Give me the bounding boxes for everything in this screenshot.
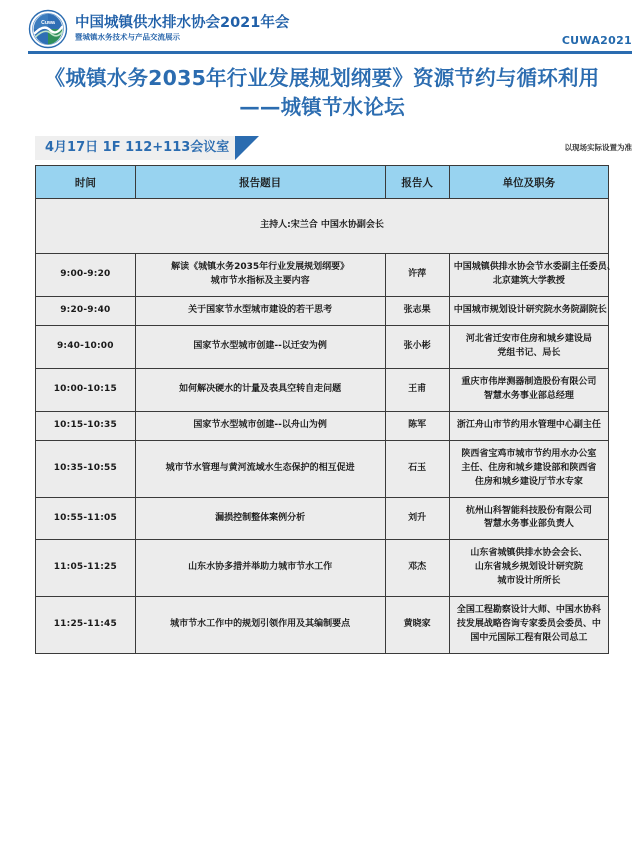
cell-time: 9:20-9:40 [36,297,136,326]
column-header-org: 单位及职务 [449,166,608,199]
cell-title: 国家节水型城市创建--以迁安为例 [135,326,385,369]
cell-title: 如何解决硬水的计量及表具空转自走问题 [135,368,385,411]
cell-speaker: 邓杰 [385,540,449,597]
cuwa-mark: CUWA2021 [561,34,632,47]
brand-subtitle: 暨城镇水务技术与产品交流展示 [75,32,180,42]
host-row [36,199,609,254]
table-row [36,368,609,411]
cell-time: 11:25-11:45 [36,597,136,654]
cell-org: 中国城市规划设计研究院水务院副院长 [449,297,608,326]
table-row [36,497,609,540]
cuwa-logo-icon [28,9,68,49]
table-row [36,540,609,597]
cell-title: 城市节水工作中的规划引领作用及其编制要点 [135,597,385,654]
cell-time: 10:35-10:55 [36,440,136,497]
column-header-speaker: 报告人 [385,166,449,199]
cell-org: 中国城镇供排水协会节水委副主任委员、 北京建筑大学教授 [449,254,608,297]
cell-title: 解读《城镇水务2035年行业发展规划纲要》 城市节水指标及主要内容 [135,254,385,297]
svg-text:Cuwa: Cuwa [41,20,55,26]
brand-block [28,9,289,49]
table-row [36,440,609,497]
cell-title: 关于国家节水型城市建设的若干思考 [135,297,385,326]
session-note: 以现场实际设置为准 [564,143,632,153]
cell-time: 10:00-10:15 [36,368,136,411]
column-header-time: 时间 [36,166,136,199]
table-row [36,254,609,297]
schedule-table [35,165,616,654]
table-row [36,297,609,326]
cell-title: 城市节水管理与黄河流域水生态保护的相互促进 [135,440,385,497]
cell-org: 山东省城镇供排水协会会长、 山东省城乡规划设计研究院 城市设计所所长 [449,540,608,597]
page-title-line-2: ——城镇节水论坛 [239,95,405,120]
cell-title: 国家节水型城市创建--以舟山为例 [135,411,385,440]
cell-time: 9:00-9:20 [36,254,136,297]
page-header [0,0,644,56]
cell-speaker: 张志果 [385,297,449,326]
cell-speaker: 刘升 [385,497,449,540]
cell-org: 杭州山科智能科技股份有限公司 智慧水务事业部负责人 [449,497,608,540]
cell-speaker: 石玉 [385,440,449,497]
cell-org: 陕西省宝鸡市城市节约用水办公室 主任、住房和城乡建设部和陕西省 住房和城乡建设厅节水专家 [449,440,608,497]
page-title-line-1: 《城镇水务2035年行业发展规划纲要》资源节约与循环利用 [44,66,600,90]
cell-speaker: 张小彬 [385,326,449,369]
header-divider [28,51,632,54]
session-bar [35,136,632,160]
column-header-title: 报告题目 [135,166,385,199]
cell-speaker: 陈军 [385,411,449,440]
schedule-table-wrap [35,165,616,654]
cell-org: 河北省迁安市住房和城乡建设局 党组书记、局长 [449,326,608,369]
host-label: 主持人:宋兰合 中国水协副会长 [36,199,609,254]
brand-title: 中国城镇供水排水协会2021年会 [75,15,290,32]
page-title [0,64,644,122]
cell-org: 全国工程勘察设计大师、中国水协科 技发展战略咨询专家委员会委员、中 国中元国际工程有限公司总工 [449,597,608,654]
cell-time: 9:40-10:00 [36,326,136,369]
cell-title: 山东水协多措并举助力城市节水工作 [135,540,385,597]
table-row [36,411,609,440]
cell-org: 重庆市伟岸测器制造股份有限公司 智慧水务事业部总经理 [449,368,608,411]
table-row [36,326,609,369]
cell-speaker: 黄晓家 [385,597,449,654]
cell-title: 漏损控制整体案例分析 [135,497,385,540]
table-header-row [36,166,609,199]
cell-speaker: 许萍 [385,254,449,297]
cell-time: 10:55-11:05 [36,497,136,540]
cell-time: 10:15-10:35 [36,411,136,440]
cell-speaker: 王甫 [385,368,449,411]
cell-org: 浙江舟山市节约用水管理中心副主任 [449,411,608,440]
cell-time: 11:05-11:25 [36,540,136,597]
session-date-venue: 4月17日 1F 112+113会议室 [35,136,235,160]
schedule-body [36,199,616,654]
table-row [36,597,609,654]
